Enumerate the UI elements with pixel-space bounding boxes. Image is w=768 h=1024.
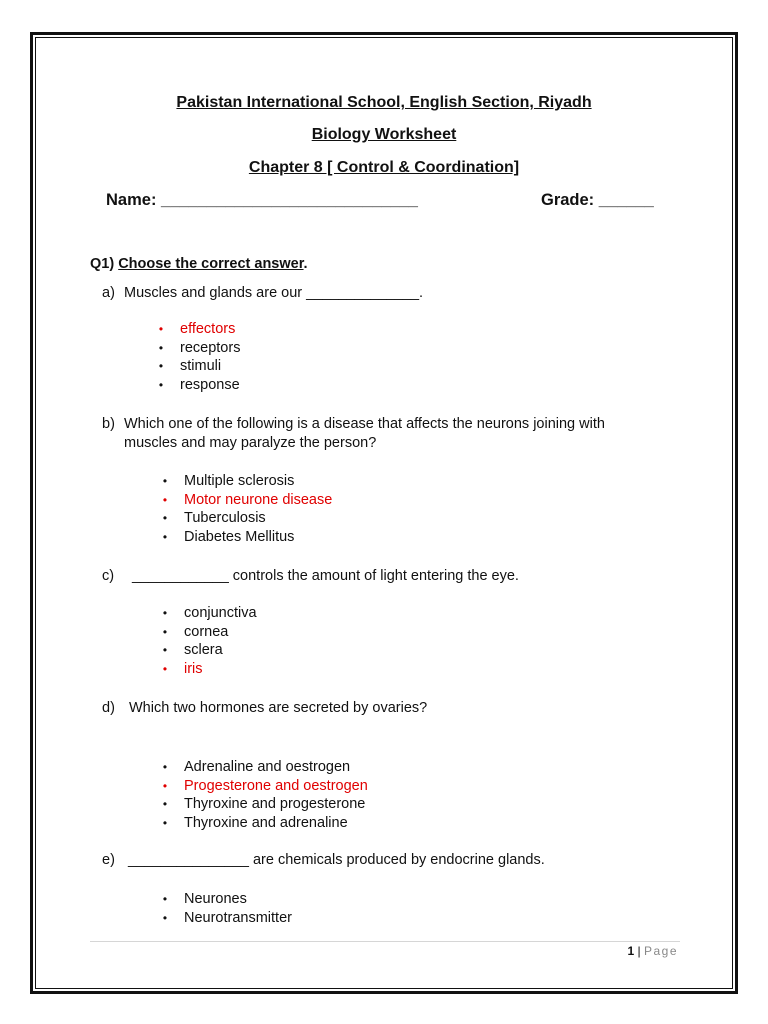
option-c-1	[160, 604, 257, 623]
bullet-icon: •	[162, 474, 168, 488]
option-text: Tuberculosis	[184, 510, 266, 527]
bullet-icon: •	[162, 662, 168, 677]
question-c-text: ____________ controls the amount of light entering the eye.	[132, 568, 519, 584]
bullet-icon: •	[158, 378, 164, 393]
option-b-3	[160, 509, 332, 528]
bullet-icon: •	[158, 340, 164, 355]
page-number: 1	[627, 944, 635, 958]
page-border-inner	[35, 37, 733, 989]
option-c-2	[160, 623, 257, 642]
question-d-letter: d)	[102, 700, 115, 716]
question-1-prefix: Q1)	[90, 256, 119, 272]
option-text: Motor neurone disease	[184, 491, 333, 508]
question-d-options	[160, 758, 368, 833]
footer-divider	[90, 941, 680, 942]
bullet-icon: •	[162, 492, 168, 507]
option-text: Thyroxine and progesterone	[184, 796, 366, 813]
question-d-text: Which two hormones are secreted by ovaries?	[129, 700, 428, 716]
option-text: cornea	[184, 623, 229, 640]
option-text: Multiple sclerosis	[184, 473, 295, 489]
option-a-3	[156, 357, 240, 376]
bullet-icon: •	[162, 643, 168, 658]
bullet-icon: •	[162, 760, 168, 774]
option-text: conjunctiva	[184, 605, 257, 621]
option-a-4	[156, 376, 240, 395]
bullet-icon: •	[158, 322, 164, 336]
option-text: stimuli	[180, 358, 222, 375]
option-b-1	[160, 472, 332, 491]
bullet-icon: •	[162, 892, 168, 906]
question-b-text-line2: muscles and may paralyze the person?	[124, 435, 377, 451]
option-b-2	[160, 491, 332, 510]
question-b-options	[160, 472, 332, 547]
bullet-icon: •	[162, 797, 168, 812]
question-a-letter: a)	[102, 285, 115, 301]
bullet-icon: •	[162, 778, 168, 793]
option-e-1	[160, 890, 292, 909]
option-a-1	[156, 320, 240, 339]
bullet-icon: •	[162, 511, 168, 526]
question-a-options	[156, 320, 240, 395]
option-d-3	[160, 795, 368, 814]
option-text: Neurones	[184, 891, 247, 907]
option-text: Thyroxine and adrenaline	[184, 815, 348, 832]
option-text: Neurotransmitter	[184, 909, 292, 926]
question-b-letter: b)	[102, 416, 115, 432]
question-a-text: Muscles and glands are our ______________.	[124, 285, 424, 301]
page-footer	[627, 944, 678, 958]
name-field[interactable]: Name: ____________________________	[106, 191, 418, 209]
worksheet-title: Biology Worksheet	[311, 126, 457, 143]
bullet-icon: •	[162, 606, 168, 620]
option-c-4	[160, 660, 257, 679]
question-1-title: Choose the correct answer	[118, 256, 304, 272]
page-word: Page	[643, 944, 678, 958]
question-e-letter: e)	[102, 852, 115, 868]
option-text: receptors	[180, 339, 241, 356]
option-a-2	[156, 339, 240, 358]
option-d-1	[160, 758, 368, 777]
option-d-2	[160, 777, 368, 796]
question-e-text: _______________ are chemicals produced by endocrine glands.	[128, 852, 545, 868]
bullet-icon: •	[158, 359, 164, 374]
question-c-options	[160, 604, 257, 679]
option-text: sclera	[184, 642, 223, 659]
page-separator: |	[634, 944, 644, 958]
grade-field[interactable]: Grade: ______	[541, 191, 654, 209]
bullet-icon: •	[162, 816, 168, 831]
chapter-title: Chapter 8 [ Control & Coordination]	[248, 159, 520, 176]
option-d-4	[160, 814, 368, 833]
option-text: response	[180, 377, 240, 394]
option-text: iris	[184, 661, 203, 678]
option-text: effectors	[180, 321, 236, 337]
option-e-2	[160, 909, 292, 928]
option-b-4	[160, 528, 332, 547]
option-text: Diabetes Mellitus	[184, 529, 295, 546]
bullet-icon: •	[162, 530, 168, 545]
question-1-suffix: .	[303, 256, 308, 272]
question-1-heading	[90, 256, 308, 272]
bullet-icon: •	[162, 910, 168, 925]
option-text: Progesterone and oestrogen	[184, 777, 368, 794]
bullet-icon: •	[162, 624, 168, 639]
option-c-3	[160, 641, 257, 660]
option-text: Adrenaline and oestrogen	[184, 759, 351, 775]
question-e-options	[160, 890, 292, 927]
school-title: Pakistan International School, English Section, Riyadh	[176, 94, 592, 111]
question-c-letter: c)	[102, 568, 115, 584]
question-b-text-line1: Which one of the following is a disease that affects the neurons joining with	[124, 416, 605, 432]
